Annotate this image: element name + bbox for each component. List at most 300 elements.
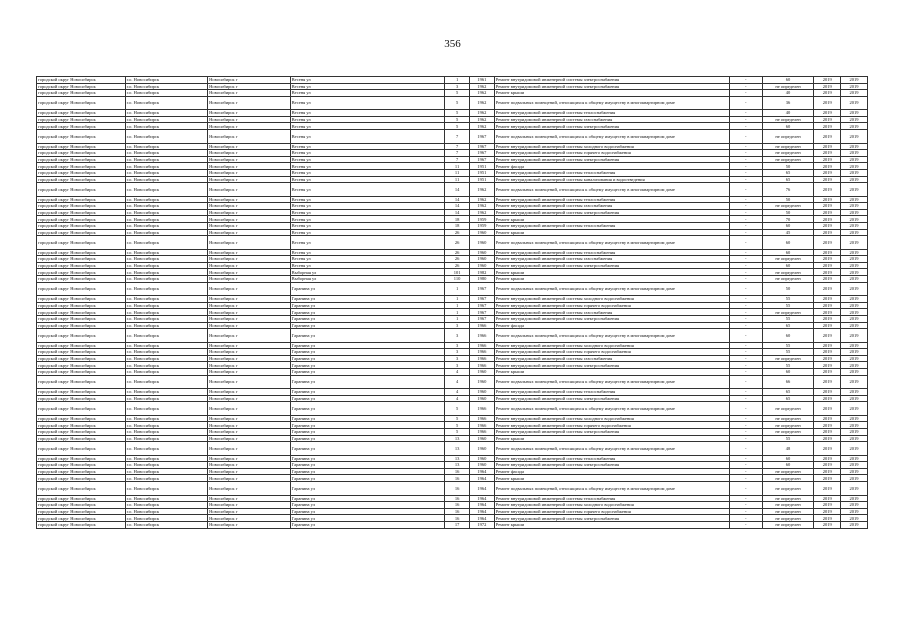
year-built-cell: 1980 xyxy=(469,276,494,283)
work-type-cell: Ремонт внутридомовой инженерной системы горячего водоснабжения xyxy=(494,508,729,515)
work-type-cell: Ремонт внутридомовой инженерной системы канализования и водоотведения xyxy=(494,176,729,183)
locality-cell: Новосибирск г xyxy=(208,508,290,515)
house-cell: 16 xyxy=(445,515,470,522)
city-cell: г.о. Новосибирск xyxy=(125,249,207,256)
district-cell: городской округ Новосибирск xyxy=(37,110,126,117)
locality-cell: Новосибирск г xyxy=(208,515,290,522)
table-row xyxy=(37,362,868,369)
house-cell: 3 xyxy=(445,83,470,90)
plan-year-start-cell: 2019 xyxy=(814,315,841,322)
dash-cell: - xyxy=(729,355,762,362)
street-cell: Весеня ул xyxy=(290,150,445,157)
plan-year-start-cell: 2019 xyxy=(814,77,841,84)
plan-year-end-cell: 2019 xyxy=(841,150,868,157)
dash-cell: - xyxy=(729,435,762,442)
plan-year-end-cell: 2019 xyxy=(841,462,868,469)
house-cell: 13 xyxy=(445,455,470,462)
plan-year-end-cell: 2019 xyxy=(841,455,868,462)
plan-year-end-cell: 2019 xyxy=(841,143,868,150)
district-cell: городской округ Новосибирск xyxy=(37,428,126,435)
dash-cell: - xyxy=(729,296,762,303)
cost-cell: 50 xyxy=(762,196,814,203)
district-cell: городской округ Новосибирск xyxy=(37,369,126,376)
district-cell: городской округ Новосибирск xyxy=(37,236,126,250)
table-row xyxy=(37,183,868,197)
district-cell: городской округ Новосибирск xyxy=(37,256,126,263)
plan-year-end-cell: 2019 xyxy=(841,495,868,502)
district-cell: городской округ Новосибирск xyxy=(37,163,126,170)
table-row xyxy=(37,389,868,396)
house-cell: 5 xyxy=(445,123,470,130)
street-cell: Весеня ул xyxy=(290,130,445,144)
locality-cell: Новосибирск г xyxy=(208,256,290,263)
dash-cell: - xyxy=(729,176,762,183)
dash-cell: - xyxy=(729,209,762,216)
plan-year-end-cell: 2019 xyxy=(841,116,868,123)
district-cell: городской округ Новосибирск xyxy=(37,315,126,322)
house-cell: 7 xyxy=(445,143,470,150)
house-cell: 16 xyxy=(445,495,470,502)
city-cell: г.о. Новосибирск xyxy=(125,223,207,230)
district-cell: городской округ Новосибирск xyxy=(37,90,126,97)
year-built-cell: 1964 xyxy=(469,515,494,522)
table-row xyxy=(37,282,868,296)
cost-cell: 55 xyxy=(762,342,814,349)
district-cell: городской округ Новосибирск xyxy=(37,249,126,256)
plan-year-start-cell: 2019 xyxy=(814,216,841,223)
dash-cell: - xyxy=(729,495,762,502)
cost-cell: 48 xyxy=(762,442,814,456)
cost-cell: 60 xyxy=(762,123,814,130)
house-cell: 3 xyxy=(445,349,470,356)
plan-year-end-cell: 2019 xyxy=(841,183,868,197)
house-cell: 1 xyxy=(445,315,470,322)
house-cell: 3 xyxy=(445,342,470,349)
city-cell: г.о. Новосибирск xyxy=(125,389,207,396)
table-row xyxy=(37,216,868,223)
plan-year-end-cell: 2019 xyxy=(841,369,868,376)
cost-cell: не определен xyxy=(762,130,814,144)
plan-year-end-cell: 2019 xyxy=(841,435,868,442)
locality-cell: Новосибирск г xyxy=(208,223,290,230)
table-row xyxy=(37,262,868,269)
cost-cell: 50 xyxy=(762,163,814,170)
city-cell: г.о. Новосибирск xyxy=(125,169,207,176)
city-cell: г.о. Новосибирск xyxy=(125,256,207,263)
cost-cell: не определен xyxy=(762,502,814,509)
year-built-cell: 1960 xyxy=(469,435,494,442)
locality-cell: Новосибирск г xyxy=(208,329,290,343)
plan-year-start-cell: 2019 xyxy=(814,116,841,123)
table-row xyxy=(37,203,868,210)
cost-cell: 60 xyxy=(762,262,814,269)
house-cell: 14 xyxy=(445,183,470,197)
table-row xyxy=(37,415,868,422)
table-row xyxy=(37,315,868,322)
locality-cell: Новосибирск г xyxy=(208,216,290,223)
cost-cell: 60 xyxy=(762,329,814,343)
work-type-cell: Ремонт подвальных помещений, относящихся к общему имуществу в многоквартирном доме xyxy=(494,329,729,343)
table-row xyxy=(37,369,868,376)
dash-cell: - xyxy=(729,203,762,210)
plan-year-start-cell: 2019 xyxy=(814,309,841,316)
table-row xyxy=(37,462,868,469)
dash-cell: - xyxy=(729,455,762,462)
locality-cell: Новосибирск г xyxy=(208,475,290,482)
city-cell: г.о. Новосибирск xyxy=(125,435,207,442)
table-row xyxy=(37,482,868,496)
cost-cell: 65 xyxy=(762,395,814,402)
year-built-cell: 1966 xyxy=(469,428,494,435)
plan-year-start-cell: 2019 xyxy=(814,349,841,356)
dash-cell: - xyxy=(729,262,762,269)
house-cell: 26 xyxy=(445,236,470,250)
year-built-cell: 1960 xyxy=(469,262,494,269)
house-cell: 16 xyxy=(445,482,470,496)
city-cell: г.о. Новосибирск xyxy=(125,422,207,429)
work-type-cell: Ремонт подвальных помещений, относящихся к общему имуществу в многоквартирном доме xyxy=(494,183,729,197)
table-row xyxy=(37,428,868,435)
locality-cell: Новосибирск г xyxy=(208,209,290,216)
plan-year-start-cell: 2019 xyxy=(814,389,841,396)
street-cell: Гаранина ул xyxy=(290,369,445,376)
street-cell: Весеня ул xyxy=(290,156,445,163)
work-type-cell: Ремонт внутридомовой инженерной системы газоснабжения xyxy=(494,256,729,263)
plan-year-start-cell: 2019 xyxy=(814,302,841,309)
house-cell: 7 xyxy=(445,130,470,144)
locality-cell: Новосибирск г xyxy=(208,315,290,322)
dash-cell: - xyxy=(729,282,762,296)
city-cell: г.о. Новосибирск xyxy=(125,455,207,462)
house-cell: 110 xyxy=(445,276,470,283)
district-cell: городской округ Новосибирск xyxy=(37,435,126,442)
locality-cell: Новосибирск г xyxy=(208,123,290,130)
year-built-cell: 1960 xyxy=(469,395,494,402)
table-body xyxy=(37,77,868,529)
dash-cell: - xyxy=(729,322,762,329)
plan-year-start-cell: 2019 xyxy=(814,462,841,469)
street-cell: Весеня ул xyxy=(290,203,445,210)
locality-cell: Новосибирск г xyxy=(208,150,290,157)
plan-year-end-cell: 2019 xyxy=(841,329,868,343)
work-type-cell: Ремонт внутридомовой инженерной системы электроснабжения xyxy=(494,209,729,216)
district-cell: городской округ Новосибирск xyxy=(37,203,126,210)
city-cell: г.о. Новосибирск xyxy=(125,349,207,356)
city-cell: г.о. Новосибирск xyxy=(125,362,207,369)
year-built-cell: 1966 xyxy=(469,349,494,356)
year-built-cell: 1951 xyxy=(469,163,494,170)
locality-cell: Новосибирск г xyxy=(208,521,290,528)
table-row xyxy=(37,130,868,144)
street-cell: Весеня ул xyxy=(290,110,445,117)
locality-cell: Новосибирск г xyxy=(208,236,290,250)
plan-year-start-cell: 2019 xyxy=(814,428,841,435)
city-cell: г.о. Новосибирск xyxy=(125,203,207,210)
year-built-cell: 1967 xyxy=(469,296,494,303)
year-built-cell: 1967 xyxy=(469,315,494,322)
house-cell: 26 xyxy=(445,262,470,269)
street-cell: Гаранина ул xyxy=(290,455,445,462)
house-cell: 101 xyxy=(445,269,470,276)
table-row xyxy=(37,395,868,402)
dash-cell: - xyxy=(729,169,762,176)
city-cell: г.о. Новосибирск xyxy=(125,163,207,170)
city-cell: г.о. Новосибирск xyxy=(125,329,207,343)
house-cell: 1 xyxy=(445,296,470,303)
year-built-cell: 1964 xyxy=(469,482,494,496)
cost-cell: 60 xyxy=(762,369,814,376)
locality-cell: Новосибирск г xyxy=(208,482,290,496)
street-cell: Весеня ул xyxy=(290,229,445,236)
dash-cell: - xyxy=(729,329,762,343)
plan-year-end-cell: 2019 xyxy=(841,123,868,130)
locality-cell: Новосибирск г xyxy=(208,422,290,429)
cost-cell: 55 xyxy=(762,302,814,309)
table-row xyxy=(37,435,868,442)
work-type-cell: Ремонт внутридомовой инженерной системы газоснабжения xyxy=(494,203,729,210)
plan-year-end-cell: 2019 xyxy=(841,203,868,210)
plan-year-start-cell: 2019 xyxy=(814,143,841,150)
house-cell: 4 xyxy=(445,375,470,389)
city-cell: г.о. Новосибирск xyxy=(125,375,207,389)
year-built-cell: 1962 xyxy=(469,90,494,97)
work-type-cell: Ремонт внутридомовой инженерной системы теплоснабжения xyxy=(494,196,729,203)
locality-cell: Новосибирск г xyxy=(208,302,290,309)
plan-year-start-cell: 2019 xyxy=(814,262,841,269)
plan-year-start-cell: 2019 xyxy=(814,402,841,416)
plan-year-end-cell: 2019 xyxy=(841,90,868,97)
plan-year-end-cell: 2019 xyxy=(841,296,868,303)
work-type-cell: Ремонт крыши xyxy=(494,90,729,97)
year-built-cell: 1966 xyxy=(469,362,494,369)
work-type-cell: Ремонт внутридомовой инженерной системы холодного водоснабжения xyxy=(494,296,729,303)
plan-year-end-cell: 2019 xyxy=(841,256,868,263)
plan-year-start-cell: 2019 xyxy=(814,435,841,442)
house-cell: 1 xyxy=(445,309,470,316)
dash-cell: - xyxy=(729,349,762,356)
house-cell: 26 xyxy=(445,229,470,236)
district-cell: городской округ Новосибирск xyxy=(37,262,126,269)
year-built-cell: 1962 xyxy=(469,110,494,117)
street-cell: Весеня ул xyxy=(290,90,445,97)
locality-cell: Новосибирск г xyxy=(208,435,290,442)
year-built-cell: 1960 xyxy=(469,462,494,469)
work-type-cell: Ремонт внутридомовой инженерной системы холодного водоснабжения xyxy=(494,342,729,349)
plan-year-start-cell: 2019 xyxy=(814,110,841,117)
plan-year-end-cell: 2019 xyxy=(841,229,868,236)
cost-cell: не определен xyxy=(762,521,814,528)
year-built-cell: 1960 xyxy=(469,369,494,376)
house-cell: 5 xyxy=(445,110,470,117)
street-cell: Весеня ул xyxy=(290,216,445,223)
plan-year-end-cell: 2019 xyxy=(841,209,868,216)
locality-cell: Новосибирск г xyxy=(208,282,290,296)
plan-year-end-cell: 2019 xyxy=(841,355,868,362)
cost-cell: 55 xyxy=(762,296,814,303)
dash-cell: - xyxy=(729,415,762,422)
cost-cell: 65 xyxy=(762,169,814,176)
plan-year-start-cell: 2019 xyxy=(814,329,841,343)
city-cell: г.о. Новосибирск xyxy=(125,442,207,456)
cost-cell: не определен xyxy=(762,256,814,263)
year-built-cell: 1960 xyxy=(469,229,494,236)
street-cell: Весеня ул xyxy=(290,209,445,216)
work-type-cell: Ремонт фасада xyxy=(494,163,729,170)
city-cell: г.о. Новосибирск xyxy=(125,156,207,163)
plan-year-start-cell: 2019 xyxy=(814,236,841,250)
plan-year-start-cell: 2019 xyxy=(814,482,841,496)
city-cell: г.о. Новосибирск xyxy=(125,110,207,117)
work-type-cell: Ремонт внутридомовой инженерной системы теплоснабжения xyxy=(494,169,729,176)
table-row xyxy=(37,422,868,429)
house-cell: 26 xyxy=(445,256,470,263)
plan-year-end-cell: 2019 xyxy=(841,249,868,256)
table-row xyxy=(37,223,868,230)
city-cell: г.о. Новосибирск xyxy=(125,475,207,482)
table-row xyxy=(37,236,868,250)
work-type-cell: Ремонт крыши xyxy=(494,229,729,236)
locality-cell: Новосибирск г xyxy=(208,462,290,469)
plan-year-start-cell: 2019 xyxy=(814,183,841,197)
cost-cell: 60 xyxy=(762,462,814,469)
page-number: 356 xyxy=(444,38,461,50)
locality-cell: Новосибирск г xyxy=(208,428,290,435)
work-type-cell: Ремонт подвальных помещений, относящихся к общему имуществу в многоквартирном доме xyxy=(494,130,729,144)
district-cell: городской округ Новосибирск xyxy=(37,342,126,349)
work-type-cell: Ремонт внутридомовой инженерной системы теплоснабжения xyxy=(494,110,729,117)
locality-cell: Новосибирск г xyxy=(208,196,290,203)
work-type-cell: Ремонт внутридомовой инженерной системы горячего водоснабжения xyxy=(494,422,729,429)
plan-year-end-cell: 2019 xyxy=(841,110,868,117)
plan-year-start-cell: 2019 xyxy=(814,269,841,276)
cost-cell: 60 xyxy=(762,249,814,256)
year-built-cell: 1966 xyxy=(469,402,494,416)
year-built-cell: 1972 xyxy=(469,521,494,528)
house-cell: 16 xyxy=(445,468,470,475)
plan-year-end-cell: 2019 xyxy=(841,315,868,322)
table-row xyxy=(37,468,868,475)
street-cell: Гаранина ул xyxy=(290,349,445,356)
district-cell: городской округ Новосибирск xyxy=(37,309,126,316)
street-cell: Гаранина ул xyxy=(290,495,445,502)
year-built-cell: 1960 xyxy=(469,389,494,396)
plan-year-start-cell: 2019 xyxy=(814,163,841,170)
table-row xyxy=(37,196,868,203)
locality-cell: Новосибирск г xyxy=(208,395,290,402)
table-row xyxy=(37,302,868,309)
plan-year-start-cell: 2019 xyxy=(814,442,841,456)
table-row xyxy=(37,156,868,163)
plan-year-end-cell: 2019 xyxy=(841,236,868,250)
year-built-cell: 1960 xyxy=(469,442,494,456)
dash-cell: - xyxy=(729,163,762,170)
year-built-cell: 1966 xyxy=(469,415,494,422)
plan-year-start-cell: 2019 xyxy=(814,282,841,296)
city-cell: г.о. Новосибирск xyxy=(125,302,207,309)
cost-cell: 65 xyxy=(762,389,814,396)
year-built-cell: 1966 xyxy=(469,322,494,329)
plan-year-end-cell: 2019 xyxy=(841,342,868,349)
table-row xyxy=(37,309,868,316)
table-row xyxy=(37,342,868,349)
street-cell: Гаранина ул xyxy=(290,309,445,316)
city-cell: г.о. Новосибирск xyxy=(125,183,207,197)
plan-year-end-cell: 2019 xyxy=(841,422,868,429)
dash-cell: - xyxy=(729,315,762,322)
dash-cell: - xyxy=(729,502,762,509)
house-cell: 16 xyxy=(445,508,470,515)
year-built-cell: 1960 xyxy=(469,455,494,462)
work-type-cell: Ремонт внутридомовой инженерной системы электроснабжения xyxy=(494,156,729,163)
work-type-cell: Ремонт внутридомовой инженерной системы газоснабжения xyxy=(494,309,729,316)
locality-cell: Новосибирск г xyxy=(208,276,290,283)
house-cell: 7 xyxy=(445,156,470,163)
plan-year-end-cell: 2019 xyxy=(841,375,868,389)
dash-cell: - xyxy=(729,442,762,456)
district-cell: городской округ Новосибирск xyxy=(37,77,126,84)
cost-cell: 50 xyxy=(762,209,814,216)
cost-cell: 60 xyxy=(762,455,814,462)
district-cell: городской округ Новосибирск xyxy=(37,196,126,203)
locality-cell: Новосибирск г xyxy=(208,203,290,210)
work-type-cell: Ремонт внутридомовой инженерной системы электроснабжения xyxy=(494,77,729,84)
cost-cell: 55 xyxy=(762,435,814,442)
table-row xyxy=(37,442,868,456)
street-cell: Гаранина ул xyxy=(290,355,445,362)
city-cell: г.о. Новосибирск xyxy=(125,176,207,183)
table-row xyxy=(37,90,868,97)
district-cell: городской округ Новосибирск xyxy=(37,229,126,236)
table-row xyxy=(37,249,868,256)
cost-cell: 76 xyxy=(762,183,814,197)
plan-year-start-cell: 2019 xyxy=(814,276,841,283)
house-cell: 7 xyxy=(445,150,470,157)
house-cell: 1 xyxy=(445,302,470,309)
district-cell: городской округ Новосибирск xyxy=(37,322,126,329)
city-cell: г.о. Новосибирск xyxy=(125,269,207,276)
plan-year-end-cell: 2019 xyxy=(841,309,868,316)
city-cell: г.о. Новосибирск xyxy=(125,415,207,422)
year-built-cell: 1951 xyxy=(469,169,494,176)
table-row xyxy=(37,256,868,263)
dash-cell: - xyxy=(729,402,762,416)
street-cell: Гаранина ул xyxy=(290,375,445,389)
street-cell: Гаранина ул xyxy=(290,302,445,309)
house-cell: 17 xyxy=(445,521,470,528)
work-type-cell: Ремонт подвальных помещений, относящихся к общему имуществу в многоквартирном доме xyxy=(494,375,729,389)
cost-cell: не определен xyxy=(762,355,814,362)
plan-year-end-cell: 2019 xyxy=(841,521,868,528)
district-cell: городской округ Новосибирск xyxy=(37,116,126,123)
cost-cell: 36 xyxy=(762,96,814,110)
plan-year-end-cell: 2019 xyxy=(841,96,868,110)
year-built-cell: 1951 xyxy=(469,176,494,183)
work-type-cell: Ремонт подвальных помещений, относящихся к общему имуществу в многоквартирном доме xyxy=(494,96,729,110)
plan-year-start-cell: 2019 xyxy=(814,123,841,130)
street-cell: Гаранина ул xyxy=(290,322,445,329)
city-cell: г.о. Новосибирск xyxy=(125,322,207,329)
dash-cell: - xyxy=(729,422,762,429)
street-cell: Гаранина ул xyxy=(290,415,445,422)
city-cell: г.о. Новосибирск xyxy=(125,468,207,475)
plan-year-start-cell: 2019 xyxy=(814,203,841,210)
district-cell: городской округ Новосибирск xyxy=(37,156,126,163)
street-cell: Весеня ул xyxy=(290,223,445,230)
table-row xyxy=(37,169,868,176)
street-cell: Гаранина ул xyxy=(290,282,445,296)
plan-year-start-cell: 2019 xyxy=(814,130,841,144)
house-cell: 26 xyxy=(445,249,470,256)
